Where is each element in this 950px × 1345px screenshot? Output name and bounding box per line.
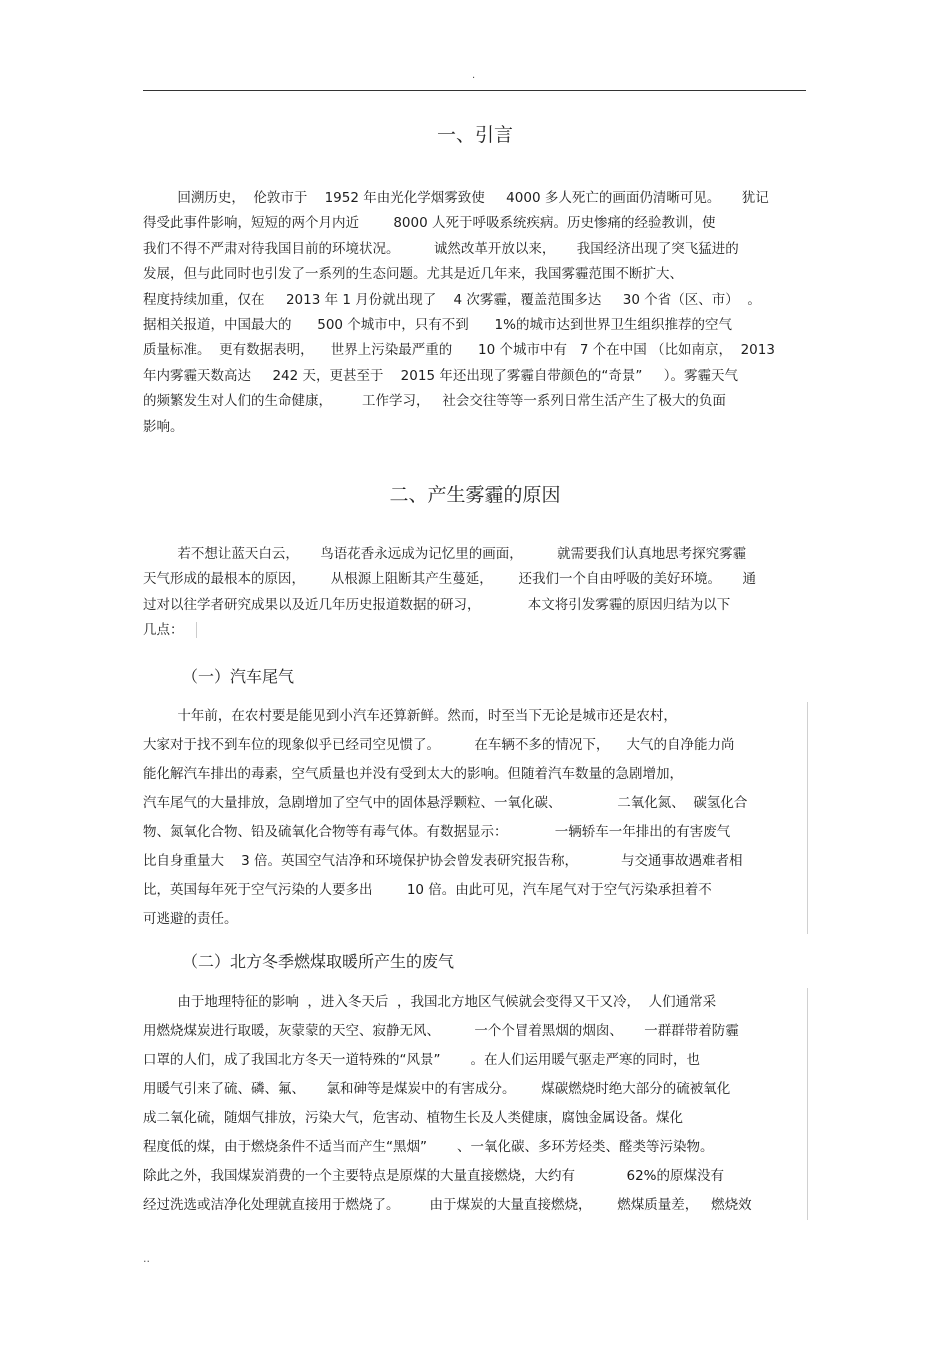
intro-paragraph [143, 186, 806, 440]
text-line [143, 618, 806, 643]
text-line: 经过洗选或洁净化处理就直接用于燃烧了。 由于煤炭的大量直接燃烧， 燃煤质量差， 燃烧效 [143, 1197, 752, 1213]
text-line: 成二氧化硫，随烟气排放，污染大气，危害动、植物生长及人类健康，腐蚀金属设备。煤化 [143, 1110, 683, 1126]
subsection-title-coal: （二）北方冬季燃煤取暖所产生的废气 [182, 952, 455, 971]
text-line: 口罩的人们，成了我国北方冬天一道特殊的“风景” 。在人们运用暖气驱走严寒的同时，也 [143, 1052, 701, 1068]
text-line: 得受此事件影响，短短的两个月内近 8000 人死于呼吸系统疾病。历史惨痛的经验教训，使 [143, 215, 716, 232]
text-line: 可逃避的责任。 [143, 911, 238, 927]
text-line: 过对以往学者研究成果以及近几年历史报道数据的研习， 本文将引发雾霾的原因归结为以下 [143, 596, 731, 613]
coal-paragraph [143, 988, 808, 1220]
causes-paragraph [143, 542, 806, 644]
text-line: 年内雾霾天数高达 242 天，更甚至于 2015 年还出现了雾霾自带颜色的“奇景” ）。雾霾天气 [143, 367, 739, 384]
text-line: 十年前，在农村要是能见到小汽车还算新鲜。然而，时至当下无论是城市还是农村， [143, 708, 677, 724]
text-line: 用燃烧煤炭进行取暖，灰蒙蒙的天空、寂静无风、 一个个冒着黑烟的烟囱、 一群群带着防霾 [143, 1023, 739, 1039]
section-title-intro: 一、引言 [436, 124, 513, 146]
subsection-title-car: （一）汽车尾气 [182, 667, 295, 686]
text-line: 除此之外，我国煤炭消费的一个主要特点是原煤的大量直接燃烧，大约有 62%的原煤没有 [143, 1168, 724, 1184]
text-line: 比，英国每年死于空气污染的人要多出 10 倍。由此可见，汽车尾气对于空气污染承担着不 [143, 882, 712, 898]
text-line-content: 几点： [143, 622, 184, 639]
text-line: 能化解汽车排出的毒素，空气质量也并没有受到太大的影响。但随着汽车数量的急剧增加， [143, 766, 683, 782]
text-line: 物、氮氧化合物、铅及硫氧化合物等有毒气体。有数据显示： 一辆轿车一年排出的有害废气 [143, 824, 731, 840]
text-line: 汽车尾气的大量排放，急剧增加了空气中的固体悬浮颗粒、一氧化碳、 二氧化氮、 碳氢化合 [143, 795, 748, 811]
text-line: 用暖气引来了硫、磷、氟、 氯和砷等是煤炭中的有害成分。 煤碳燃烧时绝大部分的硫被氧化 [143, 1081, 731, 1097]
text-line: 据相关报道，中国最大的 500 个城市中，只有不到 1%的城市达到世界卫生组织推荐的空气 [143, 317, 732, 334]
text-line: 程度持续加重，仅在 2013 年 1 月份就出现了 4 次雾霾，覆盖范围多达 30 个省（区、市） 。 [143, 291, 761, 308]
header-rule [143, 90, 806, 91]
text-line: 程度低的煤，由于燃烧条件不适当而产生“黑烟” 、一氧化碳、多环芳烃类、醛类等污染物。 [143, 1139, 714, 1155]
text-line: 质量标准。 更有数据表明， 世界上污染最严重的 10 个城市中有 7 个在中国 （比如南京， 2013 [143, 342, 775, 359]
text-line: 天气形成的最根本的原因， 从根源上阻断其产生蔓延， 还我们一个自由呼吸的美好环境。 通 [143, 571, 756, 588]
text-line: 若不想让蓝天白云， 鸟语花香永远成为记忆里的画面， 就需要我们认真地思考探究雾霾 [143, 546, 747, 562]
text-line: 回溯历史， 伦敦市于 1952 年由光化学烟雾致使 4000 多人死亡的画面仍清晰可见。 犹记 [143, 190, 769, 206]
text-line: 大家对于找不到车位的现象似乎已经司空见惯了。 在车辆不多的情况下， 大气的自净能力尚 [143, 737, 735, 753]
text-line: 的频繁发生对人们的生命健康， 工作学习， 社会交往等等一系列日常生活产生了极大的负面 [143, 393, 726, 410]
car-paragraph [143, 702, 808, 934]
section-title-causes: 二、产生雾霾的原因 [389, 484, 561, 506]
text-line: 比自身重量大 3 倍。英国空气洁净和环境保护协会曾发表研究报告称， 与交通事故遇难者相 [143, 853, 743, 869]
footer-mark: .. [143, 1252, 150, 1265]
header-mark: . [472, 70, 476, 81]
text-cursor [196, 622, 197, 638]
text-line: 影响。 [143, 418, 184, 435]
text-line: 我们不得不严肃对待我国目前的环境状况。 诚然改革开放以来， 我国经济出现了突飞猛进的 [143, 240, 739, 257]
text-line: 由于地理特征的影响 ，进入冬天后 ，我国北方地区气候就会变得又干又冷， 人们通常采 [143, 994, 717, 1010]
text-line: 发展，但与此同时也引发了一系列的生态问题。尤其是近几年来，我国雾霾范围不断扩大、 [143, 266, 683, 283]
